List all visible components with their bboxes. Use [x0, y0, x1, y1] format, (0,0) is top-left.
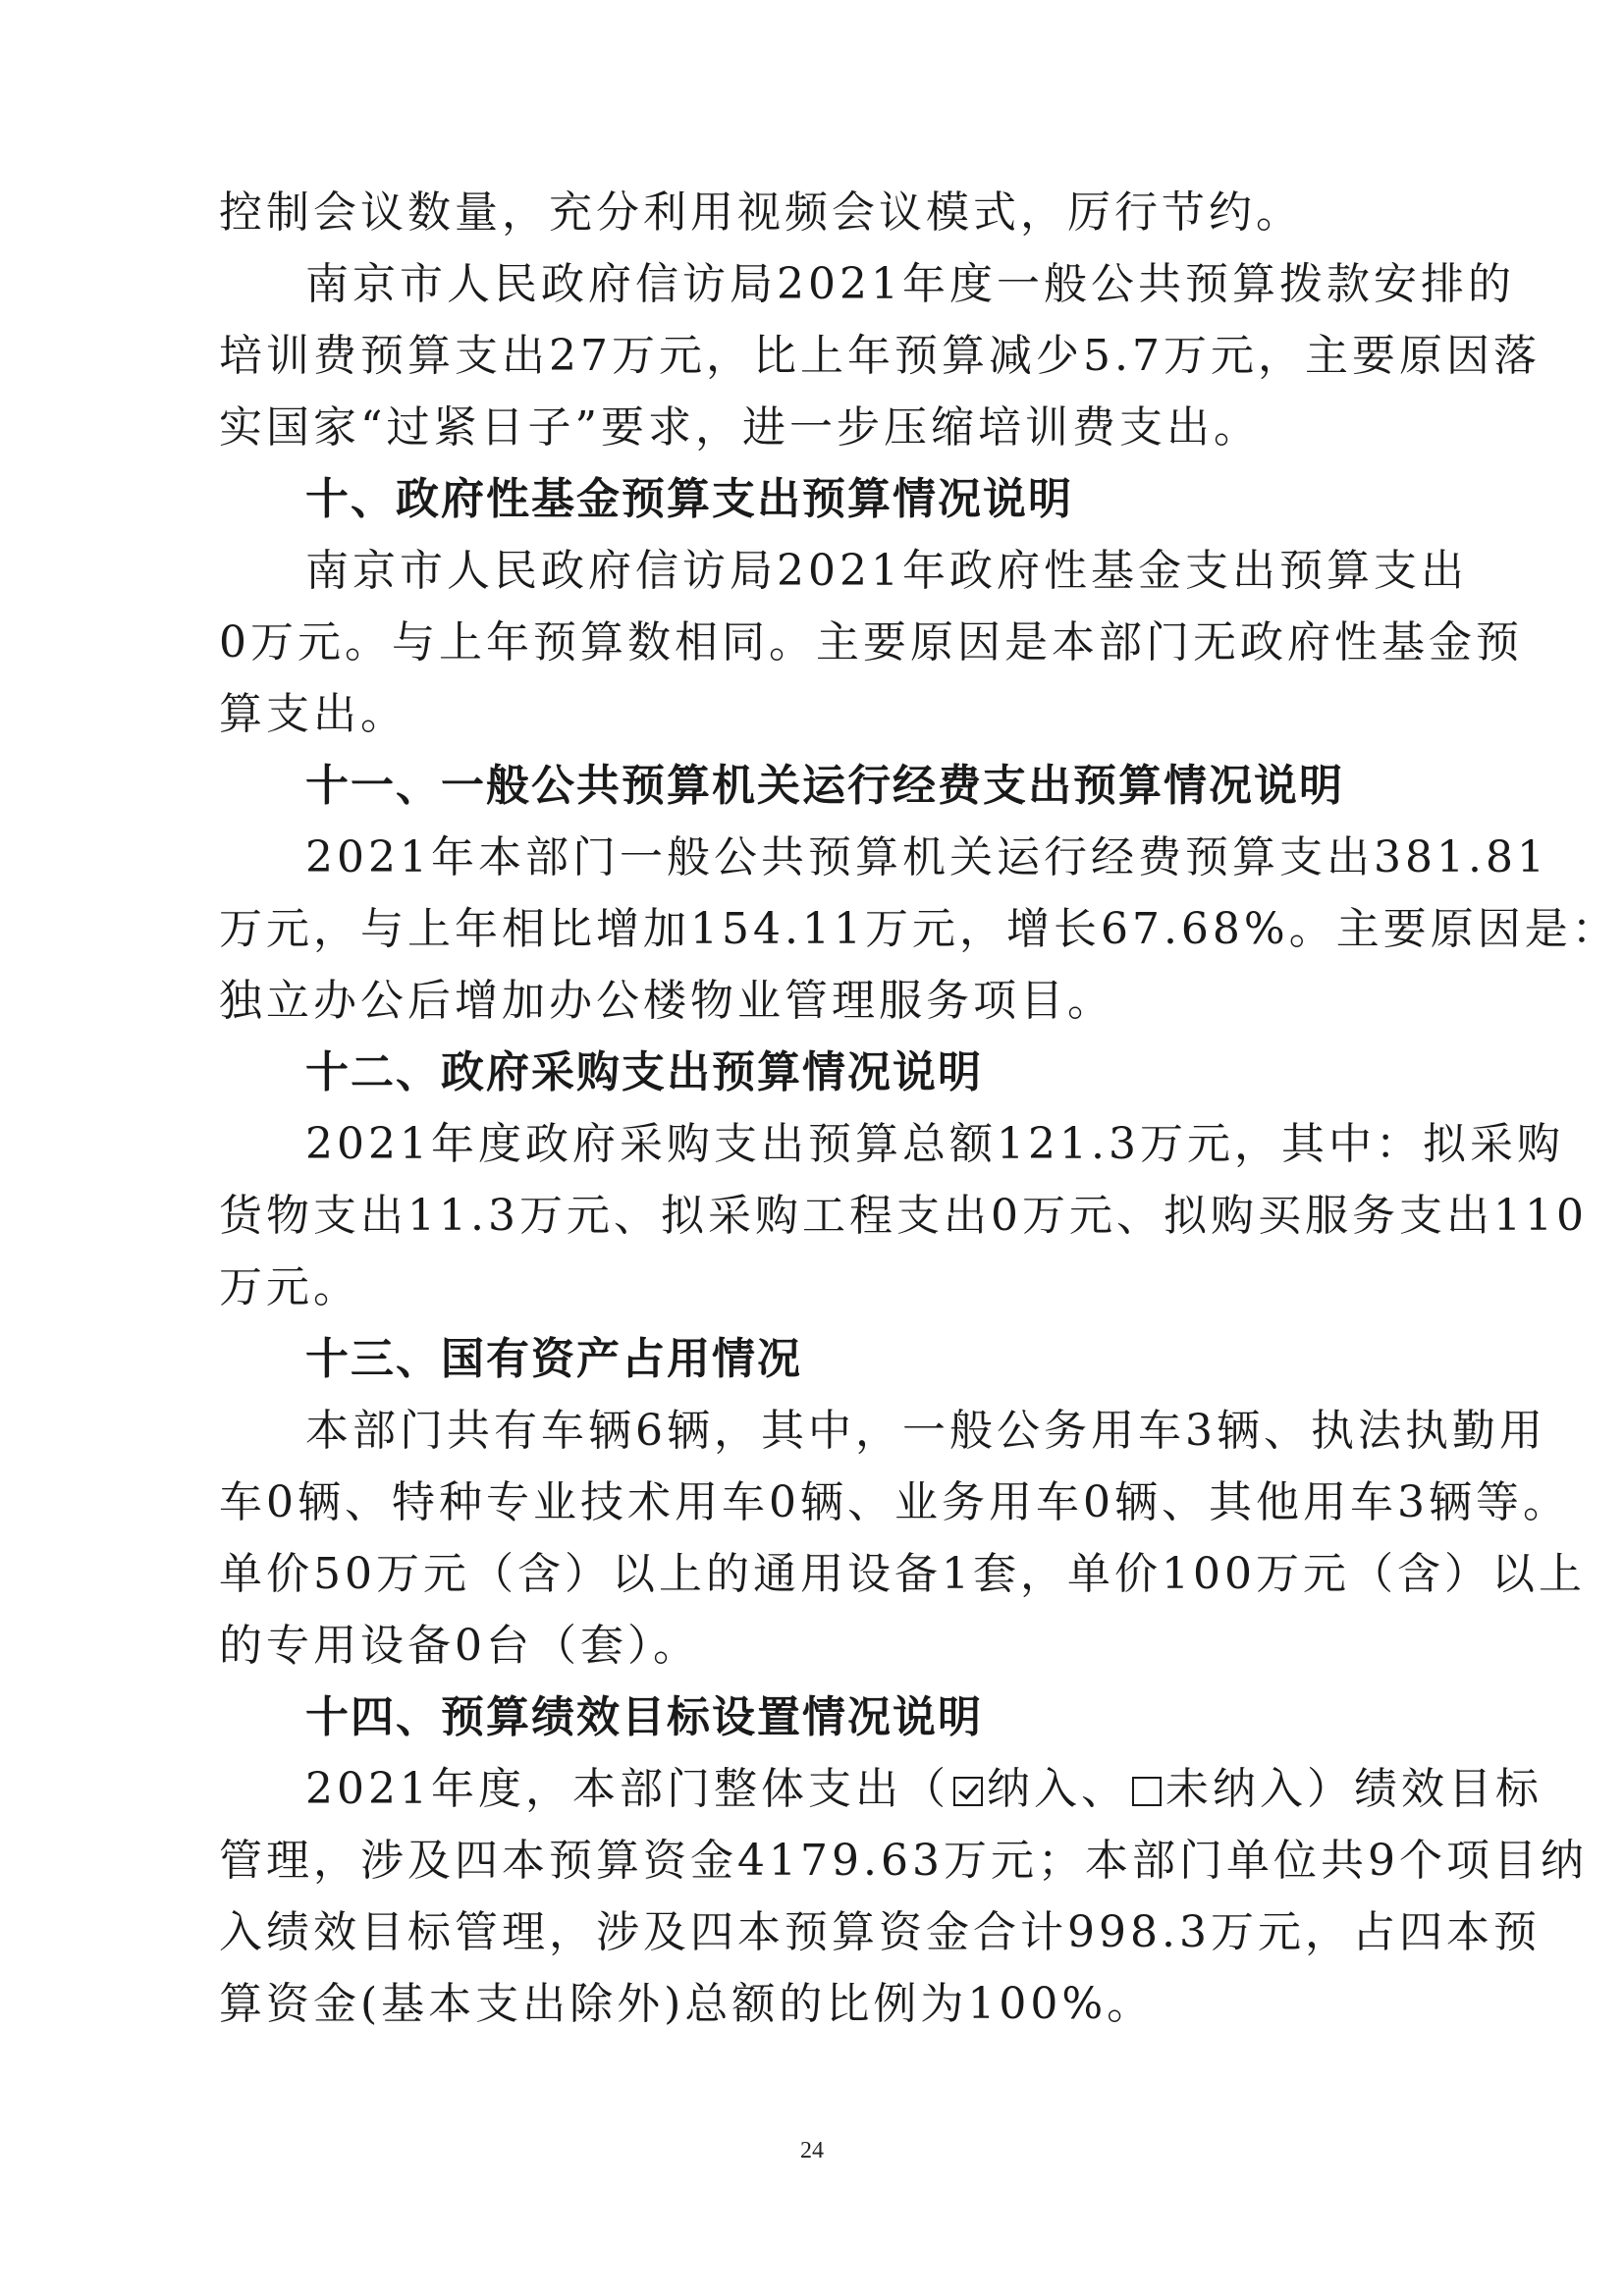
paragraph-line: 货物支出11.3万元、拟采购工程支出0万元、拟购买服务支出110 [219, 1191, 1588, 1241]
document-body [219, 177, 1619, 2040]
checkbox-not-included-icon [1132, 1777, 1162, 1806]
paragraph-line: 万元。 [219, 1262, 360, 1312]
paragraph-segment: 未纳入）绩效目标 [1164, 1764, 1543, 1814]
paragraph-line: 算支出。 [219, 689, 407, 739]
paragraph-line: 0万元。与上年预算数相同。主要原因是本部门无政府性基金预 [219, 617, 1523, 667]
checkbox-included-icon [953, 1777, 983, 1806]
paragraph-line: 2021年度政府采购支出预算总额121.3万元，其中：拟采购 [305, 1119, 1564, 1169]
paragraph-line: 单价50万元（含）以上的通用设备1套，单价100万元（含）以上 [219, 1549, 1586, 1599]
section-heading-10: 十、政府性基金预算支出预算情况说明 [305, 474, 1073, 524]
paragraph-line: 车0辆、特种专业技术用车0辆、业务用车0辆、其他用车3辆等。 [219, 1477, 1570, 1527]
paragraph-line: 独立办公后增加办公楼物业管理服务项目。 [219, 976, 1114, 1026]
paragraph-line: 实国家“过紧日子”要求，进一步压缩培训费支出。 [219, 402, 1261, 453]
section-heading-13: 十三、国有资产占用情况 [305, 1334, 802, 1384]
section-heading-11: 十一、一般公共预算机关运行经费支出预算情况说明 [305, 761, 1344, 811]
paragraph-line: 管理，涉及四本预算资金4179.63万元；本部门单位共9个项目纳 [219, 1836, 1588, 1886]
paragraph-line: 南京市人民政府信访局2021年度一般公共预算拨款安排的 [305, 259, 1515, 309]
paragraph-line: 2021年本部门一般公共预算机关运行经费预算支出381.81 [305, 832, 1548, 882]
paragraph-line: 培训费预算支出27万元，比上年预算减少5.7万元，主要原因落 [219, 331, 1541, 381]
paragraph-segment: 纳入、 [986, 1764, 1128, 1814]
section-heading-14: 十四、预算绩效目标设置情况说明 [305, 1692, 983, 1742]
paragraph-line-with-checkboxes [219, 1753, 1543, 1825]
page-number: 24 [800, 2138, 824, 2163]
paragraph-segment: 2021年度，本部门整体支出（ [305, 1764, 949, 1814]
paragraph-line: 的专用设备0台（套）。 [219, 1621, 700, 1671]
paragraph-line: 入绩效目标管理，涉及四本预算资金合计998.3万元，占四本预 [219, 1907, 1541, 1957]
paragraph-line: 本部门共有车辆6辆，其中，一般公务用车3辆、执法执勤用 [305, 1406, 1546, 1456]
paragraph-line: 南京市人民政府信访局2021年政府性基金支出预算支出 [305, 546, 1468, 596]
paragraph-line: 算资金(基本支出除外)总额的比例为100%。 [219, 1979, 1155, 2029]
paragraph-line: 控制会议数量，充分利用视频会议模式，厉行节约。 [219, 187, 1303, 238]
section-heading-12: 十二、政府采购支出预算情况说明 [305, 1047, 983, 1097]
paragraph-line: 万元，与上年相比增加154.11万元，增长67.68%。主要原因是： [219, 904, 1619, 954]
